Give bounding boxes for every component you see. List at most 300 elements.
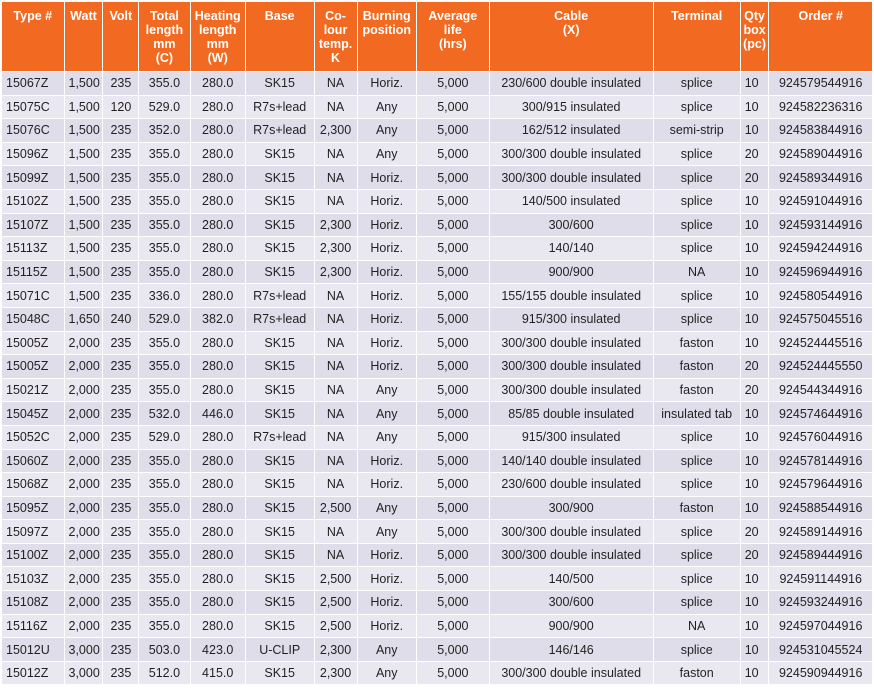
cell-terminal: splice <box>653 543 740 567</box>
cell-cable: 85/85 double insulated <box>489 402 653 426</box>
cell-qty-box: 20 <box>740 520 769 544</box>
cell-total-length: 355.0 <box>139 142 190 166</box>
cell-total-length: 355.0 <box>139 378 190 402</box>
cell-average-life: 5,000 <box>416 119 489 143</box>
cell-base: SK15 <box>245 520 314 544</box>
table-row <box>2 402 873 426</box>
header-volt: Volt <box>103 2 139 72</box>
cell-volt: 120 <box>103 95 139 119</box>
cell-burning-position: Horiz. <box>357 614 416 638</box>
cell-order-number: 924574644916 <box>769 402 873 426</box>
cell-qty-box: 20 <box>740 543 769 567</box>
cell-watt: 1,500 <box>64 166 103 190</box>
cell-type: 15012U <box>2 638 65 662</box>
cell-burning-position: Any <box>357 95 416 119</box>
cell-order-number: 924579544916 <box>769 72 873 96</box>
cell-total-length: 512.0 <box>139 661 190 685</box>
cell-terminal: splice <box>653 567 740 591</box>
header-row <box>2 2 873 72</box>
cell-cable: 300/300 double insulated <box>489 142 653 166</box>
cell-heating-length: 280.0 <box>190 95 245 119</box>
cell-total-length: 355.0 <box>139 614 190 638</box>
table-row <box>2 119 873 143</box>
cell-colour-temp: NA <box>314 402 357 426</box>
cell-cable: 300/915 insulated <box>489 95 653 119</box>
cell-type: 15103Z <box>2 567 65 591</box>
header-type: Type # <box>2 2 65 72</box>
cell-volt: 235 <box>103 520 139 544</box>
cell-base: SK15 <box>245 567 314 591</box>
cell-volt: 235 <box>103 661 139 685</box>
cell-type: 15012Z <box>2 661 65 685</box>
table-row <box>2 591 873 615</box>
cell-cable: 915/300 insulated <box>489 425 653 449</box>
cell-colour-temp: NA <box>314 331 357 355</box>
cell-base: SK15 <box>245 189 314 213</box>
cell-volt: 235 <box>103 638 139 662</box>
table-row <box>2 520 873 544</box>
cell-average-life: 5,000 <box>416 95 489 119</box>
cell-burning-position: Any <box>357 119 416 143</box>
cell-base: R7s+lead <box>245 307 314 331</box>
cell-qty-box: 10 <box>740 449 769 473</box>
cell-heating-length: 415.0 <box>190 661 245 685</box>
cell-average-life: 5,000 <box>416 213 489 237</box>
cell-volt: 235 <box>103 189 139 213</box>
cell-colour-temp: 2,500 <box>314 591 357 615</box>
cell-base: SK15 <box>245 355 314 379</box>
header-heating-length: Heating length mm (W) <box>190 2 245 72</box>
cell-heating-length: 280.0 <box>190 142 245 166</box>
cell-terminal: splice <box>653 142 740 166</box>
cell-base: SK15 <box>245 402 314 426</box>
cell-volt: 235 <box>103 425 139 449</box>
cell-watt: 1,500 <box>64 237 103 261</box>
cell-heating-length: 280.0 <box>190 284 245 308</box>
cell-heating-length: 280.0 <box>190 119 245 143</box>
cell-heating-length: 280.0 <box>190 591 245 615</box>
cell-colour-temp: 2,300 <box>314 661 357 685</box>
table-row <box>2 166 873 190</box>
cell-total-length: 532.0 <box>139 402 190 426</box>
cell-qty-box: 10 <box>740 237 769 261</box>
cell-average-life: 5,000 <box>416 425 489 449</box>
table-row <box>2 614 873 638</box>
table-row <box>2 661 873 685</box>
cell-terminal: splice <box>653 213 740 237</box>
cell-order-number: 924524445550 <box>769 355 873 379</box>
cell-watt: 2,000 <box>64 402 103 426</box>
cell-burning-position: Any <box>357 661 416 685</box>
cell-qty-box: 10 <box>740 189 769 213</box>
cell-burning-position: Horiz. <box>357 72 416 96</box>
cell-watt: 2,000 <box>64 543 103 567</box>
cell-burning-position: Any <box>357 520 416 544</box>
cell-volt: 235 <box>103 402 139 426</box>
cell-terminal: faston <box>653 496 740 520</box>
table-row <box>2 72 873 96</box>
cell-total-length: 355.0 <box>139 260 190 284</box>
cell-average-life: 5,000 <box>416 638 489 662</box>
cell-terminal: splice <box>653 72 740 96</box>
cell-base: SK15 <box>245 496 314 520</box>
cell-total-length: 529.0 <box>139 95 190 119</box>
cell-volt: 235 <box>103 543 139 567</box>
cell-colour-temp: 2,500 <box>314 496 357 520</box>
cell-burning-position: Horiz. <box>357 449 416 473</box>
cell-volt: 235 <box>103 142 139 166</box>
cell-base: SK15 <box>245 449 314 473</box>
cell-burning-position: Horiz. <box>357 213 416 237</box>
header-base: Base <box>245 2 314 72</box>
cell-type: 15068Z <box>2 473 65 497</box>
cell-type: 15048C <box>2 307 65 331</box>
cell-order-number: 924578144916 <box>769 449 873 473</box>
cell-colour-temp: NA <box>314 449 357 473</box>
cell-type: 15021Z <box>2 378 65 402</box>
cell-watt: 2,000 <box>64 520 103 544</box>
cell-colour-temp: 2,300 <box>314 237 357 261</box>
cell-cable: 915/300 insulated <box>489 307 653 331</box>
cell-order-number: 924531045524 <box>769 638 873 662</box>
cell-terminal: insulated tab <box>653 402 740 426</box>
cell-qty-box: 10 <box>740 213 769 237</box>
cell-average-life: 5,000 <box>416 520 489 544</box>
cell-type: 15076C <box>2 119 65 143</box>
cell-cable: 300/300 double insulated <box>489 331 653 355</box>
cell-colour-temp: NA <box>314 378 357 402</box>
cell-heating-length: 382.0 <box>190 307 245 331</box>
cell-burning-position: Horiz. <box>357 166 416 190</box>
cell-base: SK15 <box>245 260 314 284</box>
cell-volt: 235 <box>103 496 139 520</box>
cell-total-length: 355.0 <box>139 237 190 261</box>
header-cable: Cable (X) <box>489 2 653 72</box>
cell-base: SK15 <box>245 213 314 237</box>
cell-heating-length: 280.0 <box>190 260 245 284</box>
cell-cable: 300/300 double insulated <box>489 355 653 379</box>
cell-volt: 240 <box>103 307 139 331</box>
table-row <box>2 260 873 284</box>
cell-cable: 300/300 double insulated <box>489 378 653 402</box>
cell-watt: 1,500 <box>64 72 103 96</box>
cell-watt: 2,000 <box>64 331 103 355</box>
header-terminal: Terminal <box>653 2 740 72</box>
cell-average-life: 5,000 <box>416 189 489 213</box>
cell-colour-temp: NA <box>314 189 357 213</box>
cell-order-number: 924596944916 <box>769 260 873 284</box>
cell-qty-box: 10 <box>740 591 769 615</box>
cell-heating-length: 280.0 <box>190 331 245 355</box>
cell-order-number: 924576044916 <box>769 425 873 449</box>
cell-order-number: 924579644916 <box>769 473 873 497</box>
cell-terminal: semi-strip <box>653 119 740 143</box>
cell-burning-position: Any <box>357 142 416 166</box>
cell-total-length: 355.0 <box>139 591 190 615</box>
cell-average-life: 5,000 <box>416 72 489 96</box>
cell-type: 15095Z <box>2 496 65 520</box>
cell-base: SK15 <box>245 378 314 402</box>
cell-base: R7s+lead <box>245 284 314 308</box>
cell-average-life: 5,000 <box>416 496 489 520</box>
cell-average-life: 5,000 <box>416 591 489 615</box>
cell-total-length: 352.0 <box>139 119 190 143</box>
cell-total-length: 503.0 <box>139 638 190 662</box>
cell-terminal: splice <box>653 473 740 497</box>
cell-watt: 1,500 <box>64 260 103 284</box>
cell-order-number: 924580544916 <box>769 284 873 308</box>
cell-cable: 162/512 insulated <box>489 119 653 143</box>
cell-burning-position: Any <box>357 638 416 662</box>
cell-colour-temp: 2,300 <box>314 260 357 284</box>
cell-order-number: 924589444916 <box>769 543 873 567</box>
cell-total-length: 355.0 <box>139 520 190 544</box>
table-row <box>2 237 873 261</box>
cell-qty-box: 10 <box>740 72 769 96</box>
table-row <box>2 378 873 402</box>
cell-volt: 235 <box>103 331 139 355</box>
cell-base: SK15 <box>245 614 314 638</box>
table-row <box>2 543 873 567</box>
cell-heating-length: 280.0 <box>190 425 245 449</box>
cell-order-number: 924589144916 <box>769 520 873 544</box>
cell-type: 15115Z <box>2 260 65 284</box>
cell-heating-length: 280.0 <box>190 72 245 96</box>
cell-type: 15045Z <box>2 402 65 426</box>
cell-type: 15071C <box>2 284 65 308</box>
cell-average-life: 5,000 <box>416 473 489 497</box>
cell-type: 15107Z <box>2 213 65 237</box>
cell-total-length: 355.0 <box>139 473 190 497</box>
cell-terminal: splice <box>653 237 740 261</box>
cell-cable: 300/600 <box>489 213 653 237</box>
cell-burning-position: Any <box>357 425 416 449</box>
cell-watt: 1,500 <box>64 284 103 308</box>
cell-order-number: 924524445516 <box>769 331 873 355</box>
cell-type: 15100Z <box>2 543 65 567</box>
cell-colour-temp: NA <box>314 473 357 497</box>
cell-total-length: 355.0 <box>139 213 190 237</box>
cell-terminal: splice <box>653 189 740 213</box>
cell-total-length: 355.0 <box>139 543 190 567</box>
cell-qty-box: 20 <box>740 166 769 190</box>
cell-watt: 1,500 <box>64 189 103 213</box>
cell-burning-position: Horiz. <box>357 543 416 567</box>
table-body <box>2 72 873 685</box>
cell-base: SK15 <box>245 543 314 567</box>
header-total-length: Total length mm (C) <box>139 2 190 72</box>
cell-base: SK15 <box>245 166 314 190</box>
cell-heating-length: 280.0 <box>190 237 245 261</box>
cell-average-life: 5,000 <box>416 614 489 638</box>
cell-colour-temp: NA <box>314 72 357 96</box>
cell-base: U-CLIP <box>245 638 314 662</box>
cell-terminal: faston <box>653 331 740 355</box>
cell-cable: 146/146 <box>489 638 653 662</box>
cell-type: 15075C <box>2 95 65 119</box>
cell-volt: 235 <box>103 166 139 190</box>
cell-heating-length: 280.0 <box>190 496 245 520</box>
cell-type: 15005Z <box>2 355 65 379</box>
cell-burning-position: Horiz. <box>357 307 416 331</box>
cell-volt: 235 <box>103 591 139 615</box>
cell-volt: 235 <box>103 119 139 143</box>
cell-cable: 230/600 double insulated <box>489 72 653 96</box>
cell-colour-temp: NA <box>314 284 357 308</box>
cell-watt: 2,000 <box>64 567 103 591</box>
cell-cable: 300/300 double insulated <box>489 661 653 685</box>
header-colour-temp: Co- lour temp. K <box>314 2 357 72</box>
cell-burning-position: Any <box>357 402 416 426</box>
cell-type: 15097Z <box>2 520 65 544</box>
cell-qty-box: 10 <box>740 331 769 355</box>
cell-volt: 235 <box>103 260 139 284</box>
header-order: Order # <box>769 2 873 72</box>
cell-type: 15096Z <box>2 142 65 166</box>
table-row <box>2 95 873 119</box>
cell-total-length: 355.0 <box>139 496 190 520</box>
cell-heating-length: 280.0 <box>190 355 245 379</box>
table-row <box>2 638 873 662</box>
table-row <box>2 473 873 497</box>
cell-base: R7s+lead <box>245 95 314 119</box>
cell-colour-temp: 2,300 <box>314 213 357 237</box>
cell-average-life: 5,000 <box>416 284 489 308</box>
cell-heating-length: 280.0 <box>190 189 245 213</box>
cell-heating-length: 280.0 <box>190 567 245 591</box>
table-row <box>2 567 873 591</box>
cell-heating-length: 446.0 <box>190 402 245 426</box>
table-row <box>2 449 873 473</box>
cell-terminal: splice <box>653 284 740 308</box>
cell-watt: 3,000 <box>64 638 103 662</box>
cell-terminal: faston <box>653 355 740 379</box>
cell-total-length: 529.0 <box>139 307 190 331</box>
cell-colour-temp: 2,300 <box>314 638 357 662</box>
cell-order-number: 924591144916 <box>769 567 873 591</box>
cell-average-life: 5,000 <box>416 378 489 402</box>
cell-cable: 900/900 <box>489 260 653 284</box>
cell-cable: 300/900 <box>489 496 653 520</box>
cell-type: 15067Z <box>2 72 65 96</box>
cell-qty-box: 20 <box>740 378 769 402</box>
cell-base: SK15 <box>245 237 314 261</box>
cell-average-life: 5,000 <box>416 567 489 591</box>
cell-volt: 235 <box>103 355 139 379</box>
cell-burning-position: Horiz. <box>357 591 416 615</box>
cell-order-number: 924589344916 <box>769 166 873 190</box>
cell-qty-box: 20 <box>740 142 769 166</box>
cell-volt: 235 <box>103 378 139 402</box>
cell-type: 15108Z <box>2 591 65 615</box>
cell-colour-temp: NA <box>314 425 357 449</box>
cell-heating-length: 280.0 <box>190 378 245 402</box>
table-row <box>2 425 873 449</box>
cell-burning-position: Any <box>357 378 416 402</box>
cell-cable: 140/500 insulated <box>489 189 653 213</box>
cell-burning-position: Horiz. <box>357 567 416 591</box>
cell-total-length: 355.0 <box>139 189 190 213</box>
cell-burning-position: Horiz. <box>357 355 416 379</box>
cell-watt: 2,000 <box>64 496 103 520</box>
table-row <box>2 355 873 379</box>
cell-watt: 2,000 <box>64 378 103 402</box>
cell-qty-box: 10 <box>740 496 769 520</box>
cell-order-number: 924582236316 <box>769 95 873 119</box>
cell-type: 15005Z <box>2 331 65 355</box>
cell-average-life: 5,000 <box>416 402 489 426</box>
cell-burning-position: Any <box>357 496 416 520</box>
cell-qty-box: 10 <box>740 260 769 284</box>
cell-cable: 140/140 <box>489 237 653 261</box>
cell-heating-length: 280.0 <box>190 449 245 473</box>
cell-volt: 235 <box>103 473 139 497</box>
cell-cable: 155/155 double insulated <box>489 284 653 308</box>
cell-colour-temp: NA <box>314 520 357 544</box>
cell-colour-temp: NA <box>314 95 357 119</box>
cell-order-number: 924593144916 <box>769 213 873 237</box>
cell-base: SK15 <box>245 661 314 685</box>
cell-total-length: 336.0 <box>139 284 190 308</box>
cell-qty-box: 10 <box>740 119 769 143</box>
cell-cable: 140/500 <box>489 567 653 591</box>
cell-average-life: 5,000 <box>416 237 489 261</box>
cell-watt: 3,000 <box>64 661 103 685</box>
cell-cable: 300/300 double insulated <box>489 543 653 567</box>
cell-colour-temp: NA <box>314 355 357 379</box>
cell-colour-temp: NA <box>314 166 357 190</box>
cell-heating-length: 280.0 <box>190 166 245 190</box>
cell-order-number: 924544344916 <box>769 378 873 402</box>
cell-base: SK15 <box>245 473 314 497</box>
cell-average-life: 5,000 <box>416 260 489 284</box>
cell-colour-temp: 2,300 <box>314 119 357 143</box>
cell-cable: 230/600 double insulated <box>489 473 653 497</box>
cell-colour-temp: NA <box>314 543 357 567</box>
cell-base: SK15 <box>245 142 314 166</box>
cell-qty-box: 10 <box>740 661 769 685</box>
cell-type: 15060Z <box>2 449 65 473</box>
cell-base: SK15 <box>245 591 314 615</box>
cell-average-life: 5,000 <box>416 661 489 685</box>
cell-order-number: 924575045516 <box>769 307 873 331</box>
cell-terminal: splice <box>653 520 740 544</box>
cell-terminal: splice <box>653 166 740 190</box>
cell-heating-length: 280.0 <box>190 213 245 237</box>
cell-colour-temp: NA <box>314 142 357 166</box>
cell-burning-position: Horiz. <box>357 189 416 213</box>
cell-average-life: 5,000 <box>416 543 489 567</box>
cell-average-life: 5,000 <box>416 166 489 190</box>
cell-average-life: 5,000 <box>416 142 489 166</box>
cell-terminal: splice <box>653 638 740 662</box>
table-row <box>2 284 873 308</box>
cell-qty-box: 10 <box>740 473 769 497</box>
cell-total-length: 355.0 <box>139 72 190 96</box>
cell-cable: 300/600 <box>489 591 653 615</box>
cell-average-life: 5,000 <box>416 331 489 355</box>
cell-total-length: 355.0 <box>139 355 190 379</box>
cell-terminal: splice <box>653 425 740 449</box>
cell-order-number: 924583844916 <box>769 119 873 143</box>
cell-total-length: 355.0 <box>139 449 190 473</box>
cell-volt: 235 <box>103 567 139 591</box>
table-row <box>2 496 873 520</box>
cell-average-life: 5,000 <box>416 355 489 379</box>
cell-terminal: faston <box>653 661 740 685</box>
header-average-life: Average life (hrs) <box>416 2 489 72</box>
table-row <box>2 142 873 166</box>
